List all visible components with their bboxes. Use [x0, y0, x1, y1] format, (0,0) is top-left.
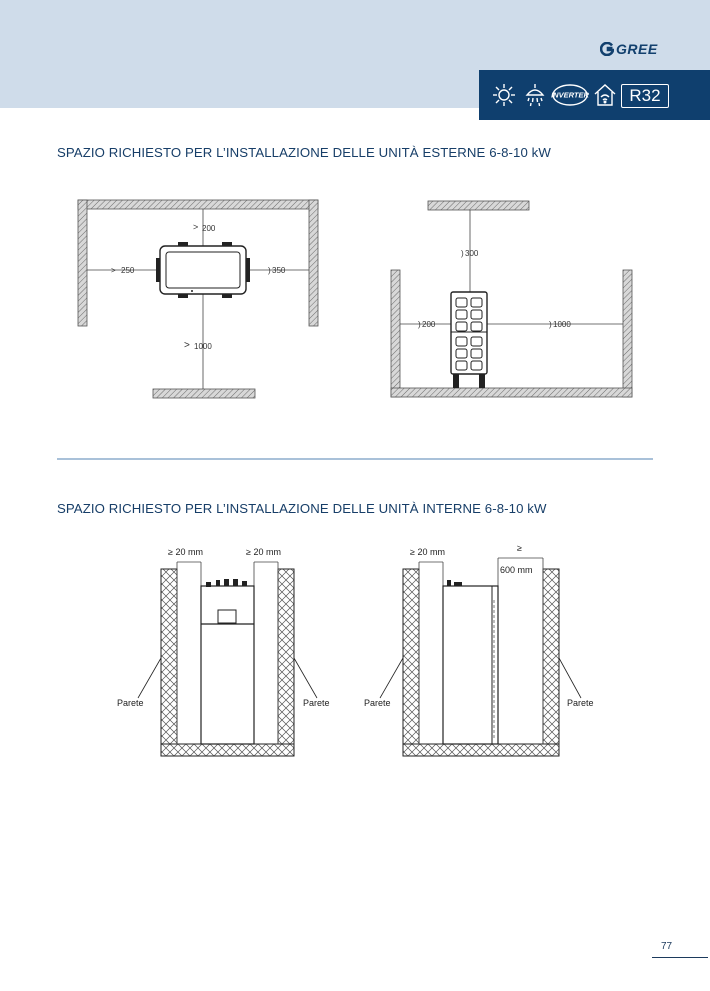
- outdoor-top-view-diagram: [70, 190, 330, 405]
- front-right-wall-label: Parete: [303, 698, 330, 708]
- svg-text:>: >: [184, 340, 190, 351]
- svg-text:INVERTER: INVERTER: [551, 90, 589, 100]
- r32-refrigerant-icon: [621, 84, 669, 108]
- svg-text:>: >: [193, 222, 199, 232]
- dim-rear-1000: 1000: [194, 342, 212, 351]
- inverter-icon: [551, 82, 589, 108]
- outdoor-section-title: SPAZIO RICHIESTO PER L’INSTALLAZIONE DELLE UNITÀ ESTERNE 6-8-10 kW: [57, 145, 551, 160]
- heating-cooling-icon: [491, 82, 517, 108]
- side-left-clearance: ≥ 20 mm: [410, 547, 445, 557]
- refrigerant-label: R32: [629, 86, 661, 105]
- front-left-clearance: ≥ 20 mm: [168, 547, 203, 557]
- gree-logo: [600, 41, 658, 57]
- front-right-clearance: ≥ 20 mm: [246, 547, 281, 557]
- outdoor-unit-top-view: [156, 242, 250, 298]
- side-front-clearance: 600 mm: [500, 565, 533, 575]
- front-left-wall-label: Parete: [117, 698, 144, 708]
- svg-text:): ): [418, 320, 421, 329]
- dim-left-250: 250: [121, 266, 135, 275]
- dim-right-1000: 1000: [553, 320, 571, 329]
- outdoor-side-view-diagram: [385, 192, 637, 402]
- dim-top-300: 300: [465, 249, 479, 258]
- feature-icon-bar: [479, 70, 710, 120]
- indoor-unit-side-view: [443, 580, 498, 744]
- side-right-wall-label: Parete: [567, 698, 594, 708]
- dim-front-200: 200: [202, 224, 216, 233]
- brand-name: GREE: [616, 41, 658, 57]
- smart-home-wifi-icon: [593, 82, 617, 108]
- section-divider: [57, 458, 653, 460]
- indoor-unit-front-view: [201, 579, 254, 744]
- page-number-rule: [652, 957, 708, 958]
- svg-text:): ): [268, 266, 271, 275]
- hot-water-shower-icon: [523, 82, 547, 108]
- side-left-wall-label: Parete: [364, 698, 391, 708]
- dim-left-200: 200: [422, 320, 436, 329]
- side-front-clearance-symbol: ≥: [517, 543, 522, 553]
- dim-right-350: 350: [272, 266, 286, 275]
- page-number: 77: [661, 941, 673, 952]
- svg-text:): ): [461, 249, 464, 258]
- outdoor-unit-side-view: [451, 292, 487, 388]
- indoor-side-view-diagram: [360, 540, 610, 762]
- svg-text:): ): [549, 320, 552, 329]
- indoor-front-view-diagram: [110, 540, 350, 762]
- svg-text:>: >: [111, 266, 116, 275]
- indoor-section-title: SPAZIO RICHIESTO PER L’INSTALLAZIONE DELLE UNITÀ INTERNE 6-8-10 kW: [57, 501, 547, 516]
- gree-logo-mark-icon: [600, 42, 614, 56]
- outdoor-side-walls: [391, 201, 632, 397]
